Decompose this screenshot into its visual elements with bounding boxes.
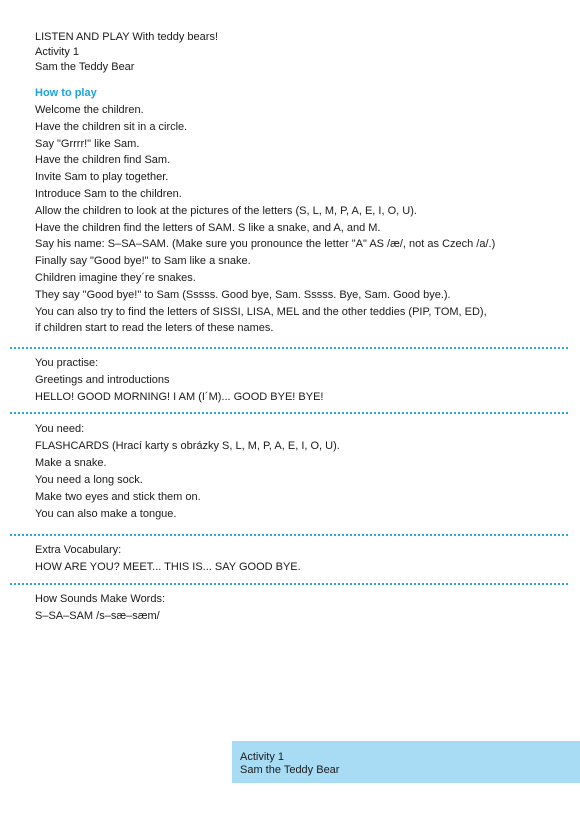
sounds-section (35, 591, 555, 625)
how-to-play-list (35, 102, 555, 337)
need-line: You need a long sock. (35, 474, 143, 486)
instruction-line: Say "Grrrr!" like Sam. (35, 137, 140, 150)
header-activity: Activity 1 (35, 46, 80, 58)
instruction-line: Have the children find the letters of SAM. S like a snake, and A, and M. (35, 221, 381, 234)
section-divider (10, 534, 568, 536)
practise-heading: You practise: (35, 357, 99, 369)
need-line: You can also make a tongue. (35, 508, 177, 520)
footer-subtitle: Sam the Teddy Bear (240, 763, 340, 776)
sounds-line: S–SA–SAM /s–sæ–sæm/ (35, 610, 160, 622)
section-divider (10, 583, 568, 585)
practise-line: HELLO! GOOD MORNING! I AM (I´M)... GOOD BYE! BYE! (35, 391, 324, 403)
footer-banner (232, 741, 580, 783)
section-divider (10, 412, 568, 414)
vocab-section (35, 542, 555, 576)
instruction-line: Have the children find Sam. (35, 154, 171, 167)
section-divider (10, 347, 568, 349)
sounds-heading: How Sounds Make Words: (35, 593, 166, 605)
instruction-line: You can also try to find the letters of SISSI, LISA, MEL and the other teddies (PIP, TOM, ED), (35, 305, 487, 318)
instruction-line: Welcome the children. (35, 104, 144, 116)
practise-section (35, 355, 555, 406)
need-section (35, 421, 555, 523)
instruction-line: Say his name: S–SA–SAM. (Make sure you pronounce the letter "A" AS /æ/, not as Czech /a/.) (35, 238, 496, 251)
instruction-line: Invite Sam to play together. (35, 171, 169, 184)
footer-text (240, 751, 339, 776)
instruction-line: They say "Good bye!" to Sam (Sssss. Good bye, Sam. Sssss. Bye, Sam. Good bye.). (35, 288, 451, 301)
instruction-line: Allow the children to look at the pictures of the letters (S, L, M, P, A, E, I, O, U). (35, 204, 417, 217)
need-line: FLASHCARDS (Hrací karty s obrázky S, L, M, P, A, E, I, O, U). (35, 440, 340, 452)
header-title: LISTEN AND PLAY With teddy bears! (35, 31, 219, 43)
practise-line: Greetings and introductions (35, 374, 170, 386)
instruction-line: if children start to read the leters of these names. (35, 322, 274, 335)
page-content (35, 30, 555, 337)
how-to-play-title: How to play (35, 87, 97, 99)
instruction-line: Finally say "Good bye!" to Sam like a snake. (35, 255, 251, 268)
header-subtitle: Sam the Teddy Bear (35, 61, 135, 73)
instruction-line: Introduce Sam to the children. (35, 187, 182, 200)
vocab-heading: Extra Vocabulary: (35, 544, 122, 556)
instruction-line: Children imagine they´re snakes. (35, 271, 196, 284)
need-line: Make a snake. (35, 457, 107, 469)
footer-activity: Activity 1 (240, 751, 285, 763)
need-line: Make two eyes and stick them on. (35, 491, 201, 503)
vocab-line: HOW ARE YOU? MEET... THIS IS... SAY GOOD BYE. (35, 561, 301, 573)
need-heading: You need: (35, 423, 85, 435)
instruction-line: Have the children sit in a circle. (35, 120, 188, 133)
